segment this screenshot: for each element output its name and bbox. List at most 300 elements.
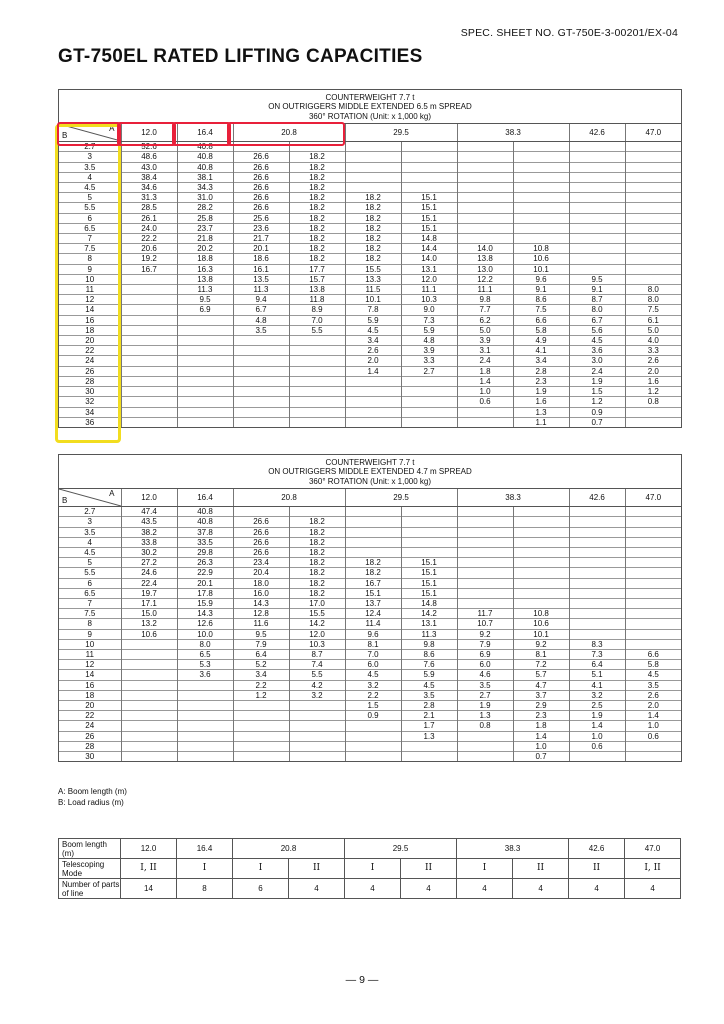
capacity-cell: 9.8 [457,295,513,305]
capacity-cell: 34.3 [177,183,233,193]
table-row [59,731,681,741]
capacity-cell [513,162,569,172]
capacity-cell: 9.5 [177,295,233,305]
capacity-cell: 1.3 [513,407,569,417]
capacity-cell [121,325,177,335]
capacity-cell: 8.6 [513,295,569,305]
capacity-cell: 27.2 [121,558,177,568]
capacity-cell: 20.1 [233,244,289,254]
capacity-cell: 4.2 [289,680,345,690]
capacity-cell [625,183,681,193]
capacity-cell: 25.6 [233,213,289,223]
capacity-cell [121,387,177,397]
boom-value: 20.8 [233,839,345,859]
capacity-cell: 0.8 [625,397,681,407]
capacity-cell [345,537,401,547]
load-radius-cell: 6 [59,213,121,223]
capacity-cell [457,507,513,517]
capacity-cell [569,172,625,182]
capacity-cell: 18.2 [289,172,345,182]
capacity-cell: 26.6 [233,203,289,213]
load-radius-cell: 34 [59,407,121,417]
load-radius-cell: 14 [59,670,121,680]
capacity-cell: 4.0 [625,336,681,346]
capacity-cell: 2.8 [401,701,457,711]
capacity-cell [177,701,233,711]
capacity-cell [457,234,513,244]
table-row [59,356,681,366]
capacity-cell: 9.1 [513,285,569,295]
boom-length-header: 20.8 [233,124,345,142]
capacity-cell [233,387,289,397]
capacity-cell [625,639,681,649]
capacity-cell: 18.2 [289,527,345,537]
capacity-cell: 4.9 [513,336,569,346]
capacity-cell: 11.6 [233,619,289,629]
capacity-cell [121,356,177,366]
capacity-cell [625,254,681,264]
capacity-cell [625,527,681,537]
capacity-cell [401,507,457,517]
capacity-cell [233,407,289,417]
table-row [59,305,681,315]
counterweight-line: COUNTERWEIGHT 7.7 t [325,458,415,467]
capacity-cell: 3.4 [233,670,289,680]
capacity-cell [457,752,513,762]
parts-of-line-row [59,879,681,899]
capacity-cell [401,172,457,182]
capacity-cell: 8.1 [345,639,401,649]
boom-length-header: 29.5 [345,124,457,142]
capacity-cell: 26.6 [233,162,289,172]
capacity-cell: 3.2 [569,690,625,700]
capacity-cell: 26.6 [233,517,289,527]
table-row [59,639,681,649]
capacity-cell: 9.5 [569,274,625,284]
rotation-line: 360° ROTATION (Unit: x 1,000 kg) [308,476,432,486]
outrigger-line: ON OUTRIGGERS MIDDLE EXTENDED 4.7 m SPREAD [268,467,472,477]
capacity-cell [569,162,625,172]
capacity-cell [569,568,625,578]
chart-header [59,455,681,489]
capacity-cell: 15.1 [401,213,457,223]
capacity-cell [401,417,457,427]
table-row [59,537,681,547]
capacity-cell: 0.7 [569,417,625,427]
capacity-cell [289,336,345,346]
capacity-cell: 15.9 [177,599,233,609]
capacity-cell [457,172,513,182]
load-radius-cell: 28 [59,741,121,751]
capacity-cell [401,741,457,751]
capacity-cell: 26.6 [233,172,289,182]
load-radius-cell: 7.5 [59,244,121,254]
capacity-cell [513,599,569,609]
capacity-cell: 40.8 [177,152,233,162]
load-radius-cell: 5 [59,558,121,568]
counterweight-line: COUNTERWEIGHT 7.7 t [325,93,415,102]
capacity-cell: 8.0 [625,295,681,305]
capacity-cell: 15.1 [401,558,457,568]
capacity-cell: 18.2 [345,244,401,254]
capacity-cell: 1.4 [625,711,681,721]
capacity-cell [625,752,681,762]
capacity-cell [401,548,457,558]
capacity-cell [177,376,233,386]
capacity-cell: 13.3 [345,274,401,284]
capacity-cell: 8.7 [569,295,625,305]
capacity-cell [513,548,569,558]
capacity-cell [569,558,625,568]
capacity-cell [233,356,289,366]
capacity-cell [457,417,513,427]
capacity-cell: 14.3 [233,599,289,609]
capacity-cell: 9.6 [513,274,569,284]
capacity-cell: 40.8 [177,162,233,172]
capacity-cell: 6.7 [569,315,625,325]
capacity-cell [401,162,457,172]
capacity-cell: 3.7 [513,690,569,700]
capacity-cell: 26.6 [233,183,289,193]
boom-length-header: 29.5 [345,489,457,507]
capacity-cell [625,568,681,578]
capacity-cell [457,407,513,417]
parts-of-line-table [58,838,681,899]
table-row [59,701,681,711]
capacity-cell: 12.4 [345,609,401,619]
capacity-cell [289,507,345,517]
capacity-cell [345,741,401,751]
capacity-cell: 1.2 [625,387,681,397]
capacity-cell: 2.2 [233,680,289,690]
table-row [59,213,681,223]
table-row [59,366,681,376]
capacity-cell: 40.8 [177,142,233,152]
load-radius-cell: 11 [59,285,121,295]
capacity-cell: 5.9 [345,315,401,325]
capacity-cell: 3.3 [401,356,457,366]
capacity-cell: 4.8 [401,336,457,346]
capacity-cell: 10.1 [513,264,569,274]
capacity-cell: 17.0 [289,599,345,609]
capacity-cell [457,142,513,152]
corner-cell [59,489,121,507]
capacity-cell: 9.6 [345,629,401,639]
capacity-cell [401,407,457,417]
capacity-cell [625,629,681,639]
capacity-cell: 5.1 [569,670,625,680]
load-radius-cell: 20 [59,701,121,711]
capacity-cell [233,346,289,356]
capacity-cell [569,588,625,598]
table-row [59,548,681,558]
capacity-cell: 8.9 [289,305,345,315]
capacity-cell [233,721,289,731]
red-highlight-boom-12 [117,122,176,146]
capacity-table [59,124,681,427]
boom-value: 47.0 [625,839,681,859]
capacity-cell: 3.2 [345,680,401,690]
capacity-cell [177,731,233,741]
capacity-table [59,489,681,761]
capacity-cell: 1.4 [457,376,513,386]
boom-value: 29.5 [345,839,457,859]
capacity-cell [457,162,513,172]
capacity-cell: 2.8 [513,366,569,376]
capacity-cell: 8.0 [177,639,233,649]
capacity-cell: 10.7 [457,619,513,629]
capacity-cell [625,407,681,417]
capacity-cell: 18.2 [345,213,401,223]
capacity-cell: 48.6 [121,152,177,162]
capacity-cell [345,548,401,558]
capacity-cell: 13.7 [345,599,401,609]
capacity-cell: 6.0 [457,660,513,670]
parts-value: 4 [457,879,513,899]
capacity-cell: 1.1 [513,417,569,427]
capacity-cell: 4.1 [569,680,625,690]
capacity-cell: 14.0 [401,254,457,264]
load-radius-cell: 7.5 [59,609,121,619]
load-radius-cell: 20 [59,336,121,346]
load-radius-cell: 7 [59,599,121,609]
table-row [59,274,681,284]
capacity-cell [513,234,569,244]
mode-value: I, II [625,859,681,879]
capacity-cell [121,690,177,700]
mode-value: II [569,859,625,879]
capacity-cell [177,690,233,700]
capacity-cell [345,152,401,162]
capacity-cell: 8.0 [569,305,625,315]
capacity-cell [345,162,401,172]
capacity-cell [625,537,681,547]
capacity-cell: 18.2 [345,234,401,244]
capacity-cell [625,213,681,223]
capacity-cell: 2.6 [625,356,681,366]
capacity-cell: 17.7 [289,264,345,274]
capacity-cell: 0.7 [513,752,569,762]
capacity-cell [177,711,233,721]
load-radius-cell: 4 [59,537,121,547]
capacity-cell: 5.9 [401,325,457,335]
capacity-cell: 47.4 [121,507,177,517]
capacity-cell: 5.8 [513,325,569,335]
capacity-cell [457,599,513,609]
capacity-cell [569,527,625,537]
capacity-cell: 16.7 [345,578,401,588]
capacity-cell: 2.5 [569,701,625,711]
capacity-cell: 4.5 [569,336,625,346]
boom-value: 16.4 [177,839,233,859]
capacity-cell: 10.8 [513,609,569,619]
capacity-cell: 18.2 [289,244,345,254]
capacity-cell [513,213,569,223]
capacity-cell: 18.2 [289,254,345,264]
capacity-cell: 24.6 [121,568,177,578]
table-row [59,325,681,335]
capacity-cell: 3.9 [401,346,457,356]
chart-header [59,90,681,124]
capacity-cell: 1.5 [569,387,625,397]
capacity-cell: 1.0 [457,387,513,397]
table-row [59,387,681,397]
capacity-cell: 0.9 [569,407,625,417]
load-radius-cell: 3.5 [59,162,121,172]
capacity-cell: 1.9 [569,376,625,386]
capacity-cell: 21.8 [177,234,233,244]
capacity-cell: 10.0 [177,629,233,639]
capacity-cell: 11.3 [401,629,457,639]
capacity-cell [569,629,625,639]
capacity-cell [569,752,625,762]
capacity-cell [457,588,513,598]
capacity-cell: 26.6 [233,152,289,162]
table-row [59,609,681,619]
boom-length-header: 16.4 [177,489,233,507]
capacity-cell: 31.3 [121,193,177,203]
capacity-cell [233,336,289,346]
capacity-cell: 3.5 [401,690,457,700]
capacity-cell: 10.1 [513,629,569,639]
boom-length-row [59,839,681,859]
capacity-cell: 18.2 [345,203,401,213]
capacity-cell [177,325,233,335]
capacity-cell [569,152,625,162]
capacity-cell [233,701,289,711]
capacity-cell: 18.2 [289,537,345,547]
table-row [59,203,681,213]
capacity-cell [569,223,625,233]
capacity-cell [345,721,401,731]
capacity-cell: 2.2 [345,690,401,700]
capacity-cell: 1.9 [569,711,625,721]
load-radius-cell: 22 [59,711,121,721]
capacity-cell [569,183,625,193]
capacity-cell: 22.2 [121,234,177,244]
capacity-cell: 38.2 [121,527,177,537]
parts-value: 4 [289,879,345,899]
capacity-cell [289,417,345,427]
capacity-cell: 4.8 [233,315,289,325]
capacity-cell: 4.5 [345,325,401,335]
capacity-cell: 7.0 [289,315,345,325]
capacity-cell: 18.2 [289,578,345,588]
capacity-cell [401,376,457,386]
load-radius-cell: 3 [59,152,121,162]
table-row [59,599,681,609]
capacity-cell: 6.7 [233,305,289,315]
capacity-cell: 4.7 [513,680,569,690]
capacity-cell: 18.2 [289,193,345,203]
parts-value: 14 [121,879,177,899]
capacity-cell: 7.2 [513,660,569,670]
capacity-cell [233,376,289,386]
capacity-cell: 11.3 [233,285,289,295]
capacity-cell [289,752,345,762]
red-highlight-boom-16 [172,122,231,146]
capacity-cell: 6.9 [457,650,513,660]
capacity-cell [513,507,569,517]
capacity-cell: 13.8 [177,274,233,284]
capacity-cell [401,527,457,537]
load-radius-cell: 5.5 [59,568,121,578]
capacity-cell: 16.3 [177,264,233,274]
capacity-cell: 18.6 [233,254,289,264]
capacity-cell [569,517,625,527]
capacity-cell: 5.6 [569,325,625,335]
capacity-cell: 20.6 [121,244,177,254]
capacity-cell [569,619,625,629]
load-radius-cell: 4.5 [59,548,121,558]
capacity-cell [289,366,345,376]
capacity-cell: 26.6 [233,527,289,537]
table-row [59,507,681,517]
capacity-cell: 15.1 [401,578,457,588]
table-row [59,741,681,751]
capacity-cell [177,407,233,417]
boom-length-header: 16.4 [177,124,233,142]
capacity-cell: 2.0 [625,701,681,711]
load-radius-cell: 2.7 [59,142,121,152]
capacity-cell [121,731,177,741]
page-title: GT-750EL RATED LIFTING CAPACITIES [58,46,423,67]
capacity-cell [121,397,177,407]
capacity-cell: 15.5 [345,264,401,274]
capacity-cell: 3.0 [569,356,625,366]
yellow-highlight-load-radius [55,124,121,443]
capacity-cell: 8.0 [625,285,681,295]
capacity-cell [121,711,177,721]
capacity-cell [289,407,345,417]
capacity-cell: 15.1 [401,588,457,598]
capacity-cell [177,680,233,690]
load-radius-cell: 6.5 [59,588,121,598]
capacity-cell [289,356,345,366]
capacity-cell: 18.2 [289,203,345,213]
capacity-cell: 14.0 [457,244,513,254]
capacity-cell [569,244,625,254]
capacity-cell: 8.3 [569,639,625,649]
capacity-cell: 9.4 [233,295,289,305]
boom-length-label: Boom length (m) [59,839,121,859]
capacity-cell: 33.5 [177,537,233,547]
capacity-cell: 9.2 [457,629,513,639]
capacity-cell [625,172,681,182]
capacity-cell [569,142,625,152]
capacity-cell: 26.6 [233,193,289,203]
mode-value: II [513,859,569,879]
capacity-cell: 11.3 [177,285,233,295]
load-radius-cell: 10 [59,639,121,649]
capacity-cell [289,346,345,356]
capacity-cell: 18.2 [345,254,401,264]
capacity-cell: 7.6 [401,660,457,670]
capacity-cell: 12.0 [289,629,345,639]
load-radius-cell: 2.7 [59,507,121,517]
table-row [59,244,681,254]
capacity-cell [513,568,569,578]
parts-value: 4 [569,879,625,899]
capacity-cell [569,213,625,223]
load-radius-cell: 5 [59,193,121,203]
capacity-cell: 26.1 [121,213,177,223]
capacity-cell: 1.4 [513,731,569,741]
capacity-cell: 8.1 [513,650,569,660]
capacity-cell [177,315,233,325]
capacity-cell: 18.2 [345,558,401,568]
load-radius-cell: 18 [59,325,121,335]
